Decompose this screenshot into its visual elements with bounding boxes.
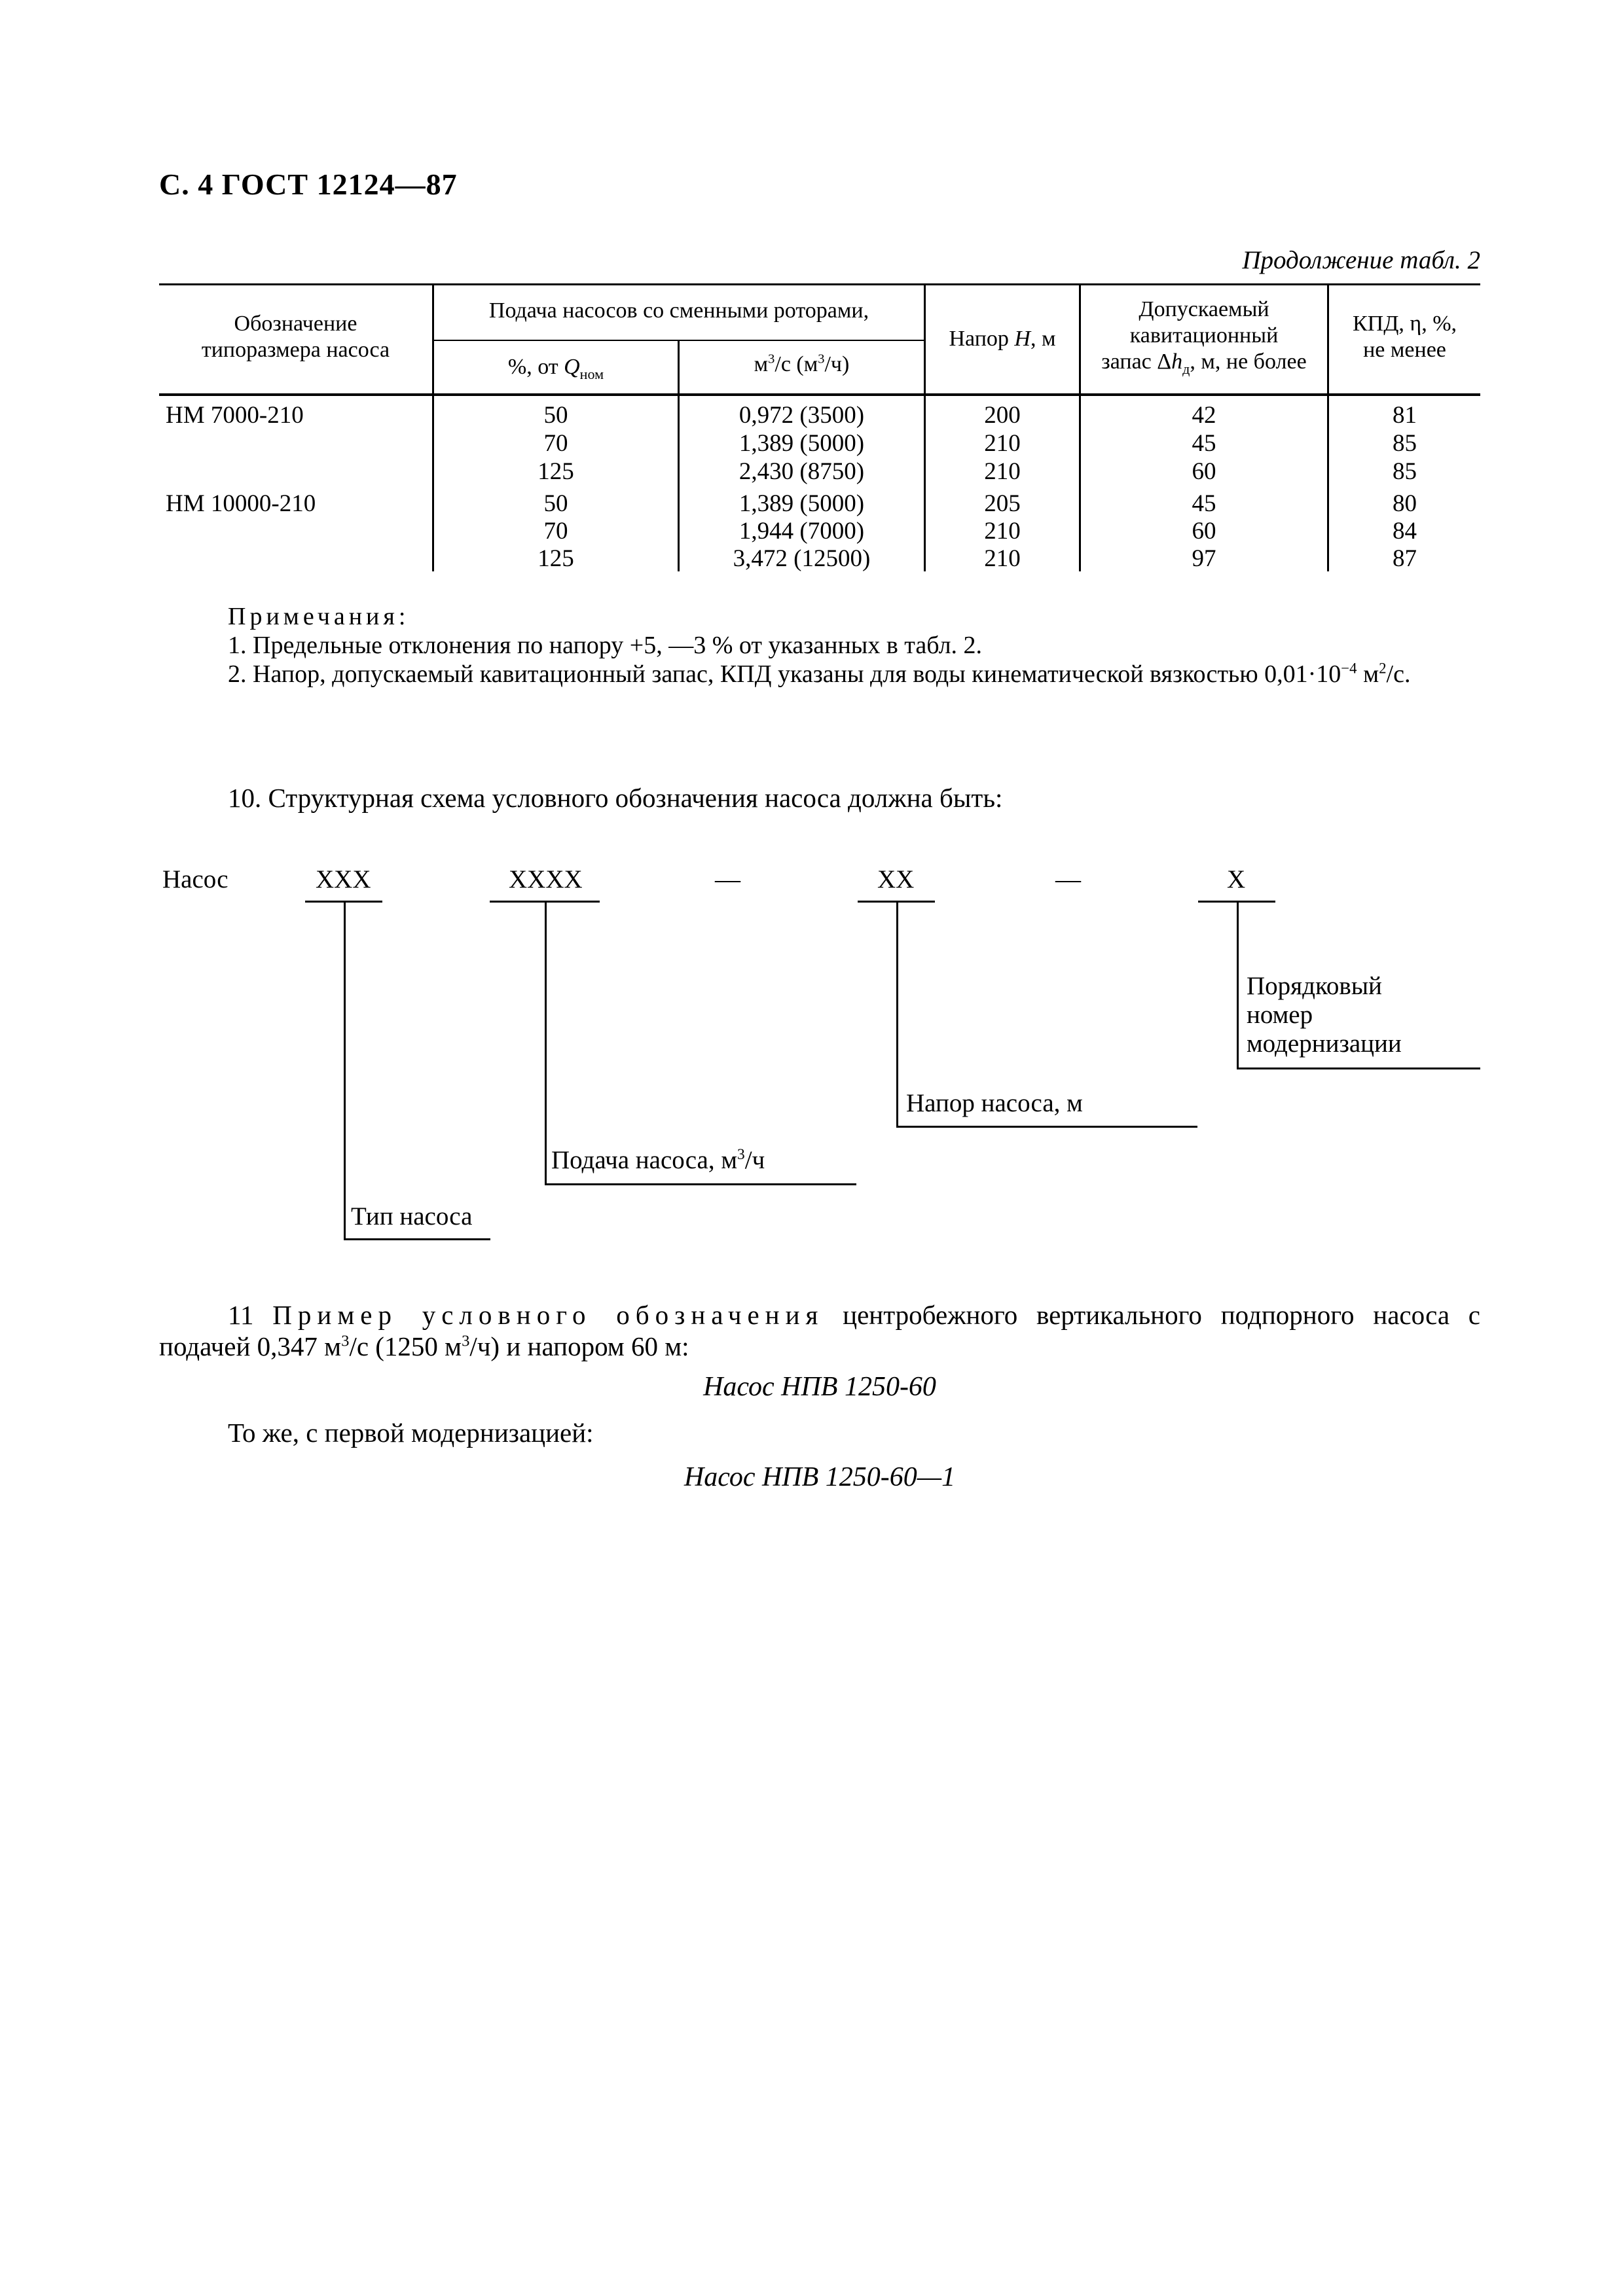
scheme-serial-line3: модернизации	[1247, 1030, 1402, 1058]
row-head: 210	[984, 518, 1021, 545]
row-flow: 1,944 (7000)	[739, 518, 865, 545]
row-pct: 50	[543, 490, 568, 517]
note-item-2	[159, 660, 1480, 689]
scheme-dash-1: —	[715, 865, 740, 893]
para11-text-b: /с (1250 м	[349, 1331, 462, 1361]
row-npsh: 60	[1192, 458, 1216, 485]
header-npsh-h: h	[1171, 350, 1183, 374]
header-head-suffix: , м	[1030, 327, 1056, 351]
scheme-label-supply	[551, 1145, 765, 1175]
para11-spaced: Пример условного обозначения	[272, 1300, 824, 1330]
header-eff-line2: не менее	[1363, 338, 1446, 362]
designation-scheme	[0, 851, 1623, 1257]
scheme-dash-2: —	[1055, 865, 1081, 893]
row-head: 210	[984, 545, 1021, 572]
scheme-supply-sup: 3	[737, 1146, 745, 1163]
example-designation-2: Насос НПВ 1250-60—1	[684, 1462, 956, 1492]
header-head-prefix: Напор	[949, 327, 1015, 351]
note-item-2-end: /с.	[1386, 660, 1411, 688]
scheme-serial-line2: номер	[1247, 1001, 1313, 1029]
header-flow-sup-a: 3	[768, 351, 775, 367]
para11-text-a: центробежного вертикального подпорного насоса с подачей 0,347 м	[159, 1300, 1481, 1361]
scheme-xx: XX	[877, 865, 915, 893]
row-npsh: 60	[1192, 518, 1216, 545]
scheme-label-head: Напор насоса, м	[906, 1089, 1083, 1117]
header-percent	[434, 354, 678, 380]
header-flow-sup-b: 3	[818, 351, 825, 367]
header-designation-line1: Обозначение	[234, 312, 357, 336]
row-flow: 0,972 (3500)	[739, 402, 865, 429]
row-eff: 85	[1393, 430, 1417, 457]
header-supply-group: Подача насосов со сменными роторами,	[488, 298, 869, 323]
header-npsh-line2: кавитационный	[1129, 323, 1279, 348]
header-npsh-line1: Допускаемый	[1139, 297, 1269, 321]
scheme-supply-text: Подача насоса, м	[551, 1146, 738, 1174]
scheme-supply-end: /ч	[744, 1146, 765, 1174]
pump-name: НМ 10000-210	[166, 490, 316, 517]
scheme-label-line	[896, 1126, 1197, 1128]
row-pct: 50	[543, 402, 568, 429]
scheme-x: X	[1227, 865, 1246, 893]
example-designation-1: Насос НПВ 1250-60	[703, 1372, 936, 1402]
scheme-connector	[1237, 902, 1239, 1069]
header-eff-line1: КПД, η, %,	[1352, 312, 1457, 336]
row-flow: 1,389 (5000)	[739, 490, 865, 517]
row-npsh: 42	[1192, 402, 1216, 429]
note-item-2-unit-sup: 2	[1379, 660, 1387, 677]
header-designation-line2: типоразмера насоса	[201, 338, 390, 362]
scheme-connector	[896, 902, 898, 1127]
note-item-2-unit: м	[1357, 660, 1379, 688]
row-head: 210	[984, 458, 1021, 485]
header-flow-c: /ч)	[824, 352, 850, 376]
table-continued-caption: Продолжение табл. 2	[1242, 246, 1480, 274]
scheme-xxx: XXX	[316, 865, 371, 893]
note-item-1: 1. Предельные отклонения по напору +5, —3 % от указанных в табл. 2.	[228, 632, 983, 659]
header-npsh	[1081, 296, 1327, 375]
pump-table	[159, 283, 1480, 571]
row-npsh: 45	[1192, 430, 1216, 457]
pump-name: НМ 7000-210	[166, 402, 304, 429]
row-eff: 80	[1393, 490, 1417, 517]
notes-title: Примечания:	[228, 603, 410, 630]
row-pct: 125	[538, 545, 574, 572]
row-eff: 87	[1393, 545, 1417, 572]
same-with-modernization: То же, с первой модернизацией:	[228, 1418, 594, 1448]
row-pct: 70	[543, 430, 568, 457]
row-head: 200	[984, 402, 1021, 429]
scheme-label-serial	[1247, 972, 1402, 1058]
header-efficiency	[1329, 311, 1480, 363]
header-flow-a: м	[754, 352, 769, 376]
note-item-2-text: 2. Напор, допускаемый кавитационный запас, КПД указаны для воды кинематической вязкостью 0,01·10	[228, 660, 1341, 688]
row-flow: 3,472 (12500)	[733, 545, 871, 572]
scheme-label-line	[344, 1238, 490, 1240]
page-header: С. 4 ГОСТ 12124—87	[159, 168, 458, 201]
row-flow: 1,389 (5000)	[739, 430, 865, 457]
header-head-h: H	[1014, 327, 1030, 351]
table-notes	[159, 602, 1480, 689]
row-eff: 84	[1393, 518, 1417, 545]
row-eff: 85	[1393, 458, 1417, 485]
header-npsh-sub: д	[1182, 360, 1190, 377]
scheme-connector	[545, 902, 547, 1185]
para11-sup-b: 3	[462, 1332, 470, 1350]
paragraph-10: 10. Структурная схема условного обозначения насоса должна быть:	[228, 783, 1003, 813]
paragraph-11	[159, 1299, 1480, 1362]
scheme-xxxx: XXXX	[509, 865, 583, 893]
header-npsh-line3a: запас Δ	[1101, 350, 1172, 374]
scheme-label-line	[1237, 1067, 1480, 1069]
header-flow-b: /с (м	[775, 352, 818, 376]
para11-sup-a: 3	[341, 1332, 350, 1350]
para11-text-c: /ч) и напором 60 м:	[469, 1331, 689, 1361]
scheme-serial-line1: Порядковый	[1247, 972, 1382, 1000]
scheme-pump: Насос	[162, 865, 228, 893]
note-item-2-sup: −4	[1341, 660, 1357, 677]
header-head	[926, 326, 1079, 352]
row-eff: 81	[1393, 402, 1417, 429]
header-percent-sub: ном	[579, 365, 604, 382]
header-npsh-line3b: , м, не более	[1190, 350, 1307, 374]
row-pct: 70	[543, 518, 568, 545]
row-npsh: 45	[1192, 490, 1216, 517]
header-flow	[680, 351, 924, 378]
header-npsh-line3	[1081, 349, 1327, 375]
header-percent-q: Q	[564, 355, 580, 379]
row-flow: 2,430 (8750)	[739, 458, 865, 485]
row-npsh: 97	[1192, 545, 1216, 572]
table-top-rule	[159, 283, 1480, 285]
row-head: 205	[984, 490, 1021, 517]
header-percent-prefix: %, от	[507, 355, 564, 379]
scheme-connector	[344, 902, 346, 1240]
scheme-label-type: Тип насоса	[351, 1202, 473, 1230]
row-pct: 125	[538, 458, 574, 485]
para11-number: 11	[228, 1300, 273, 1330]
table-header-rule	[159, 393, 1480, 396]
scheme-label-line	[545, 1183, 856, 1185]
row-head: 210	[984, 430, 1021, 457]
header-designation	[159, 311, 432, 363]
